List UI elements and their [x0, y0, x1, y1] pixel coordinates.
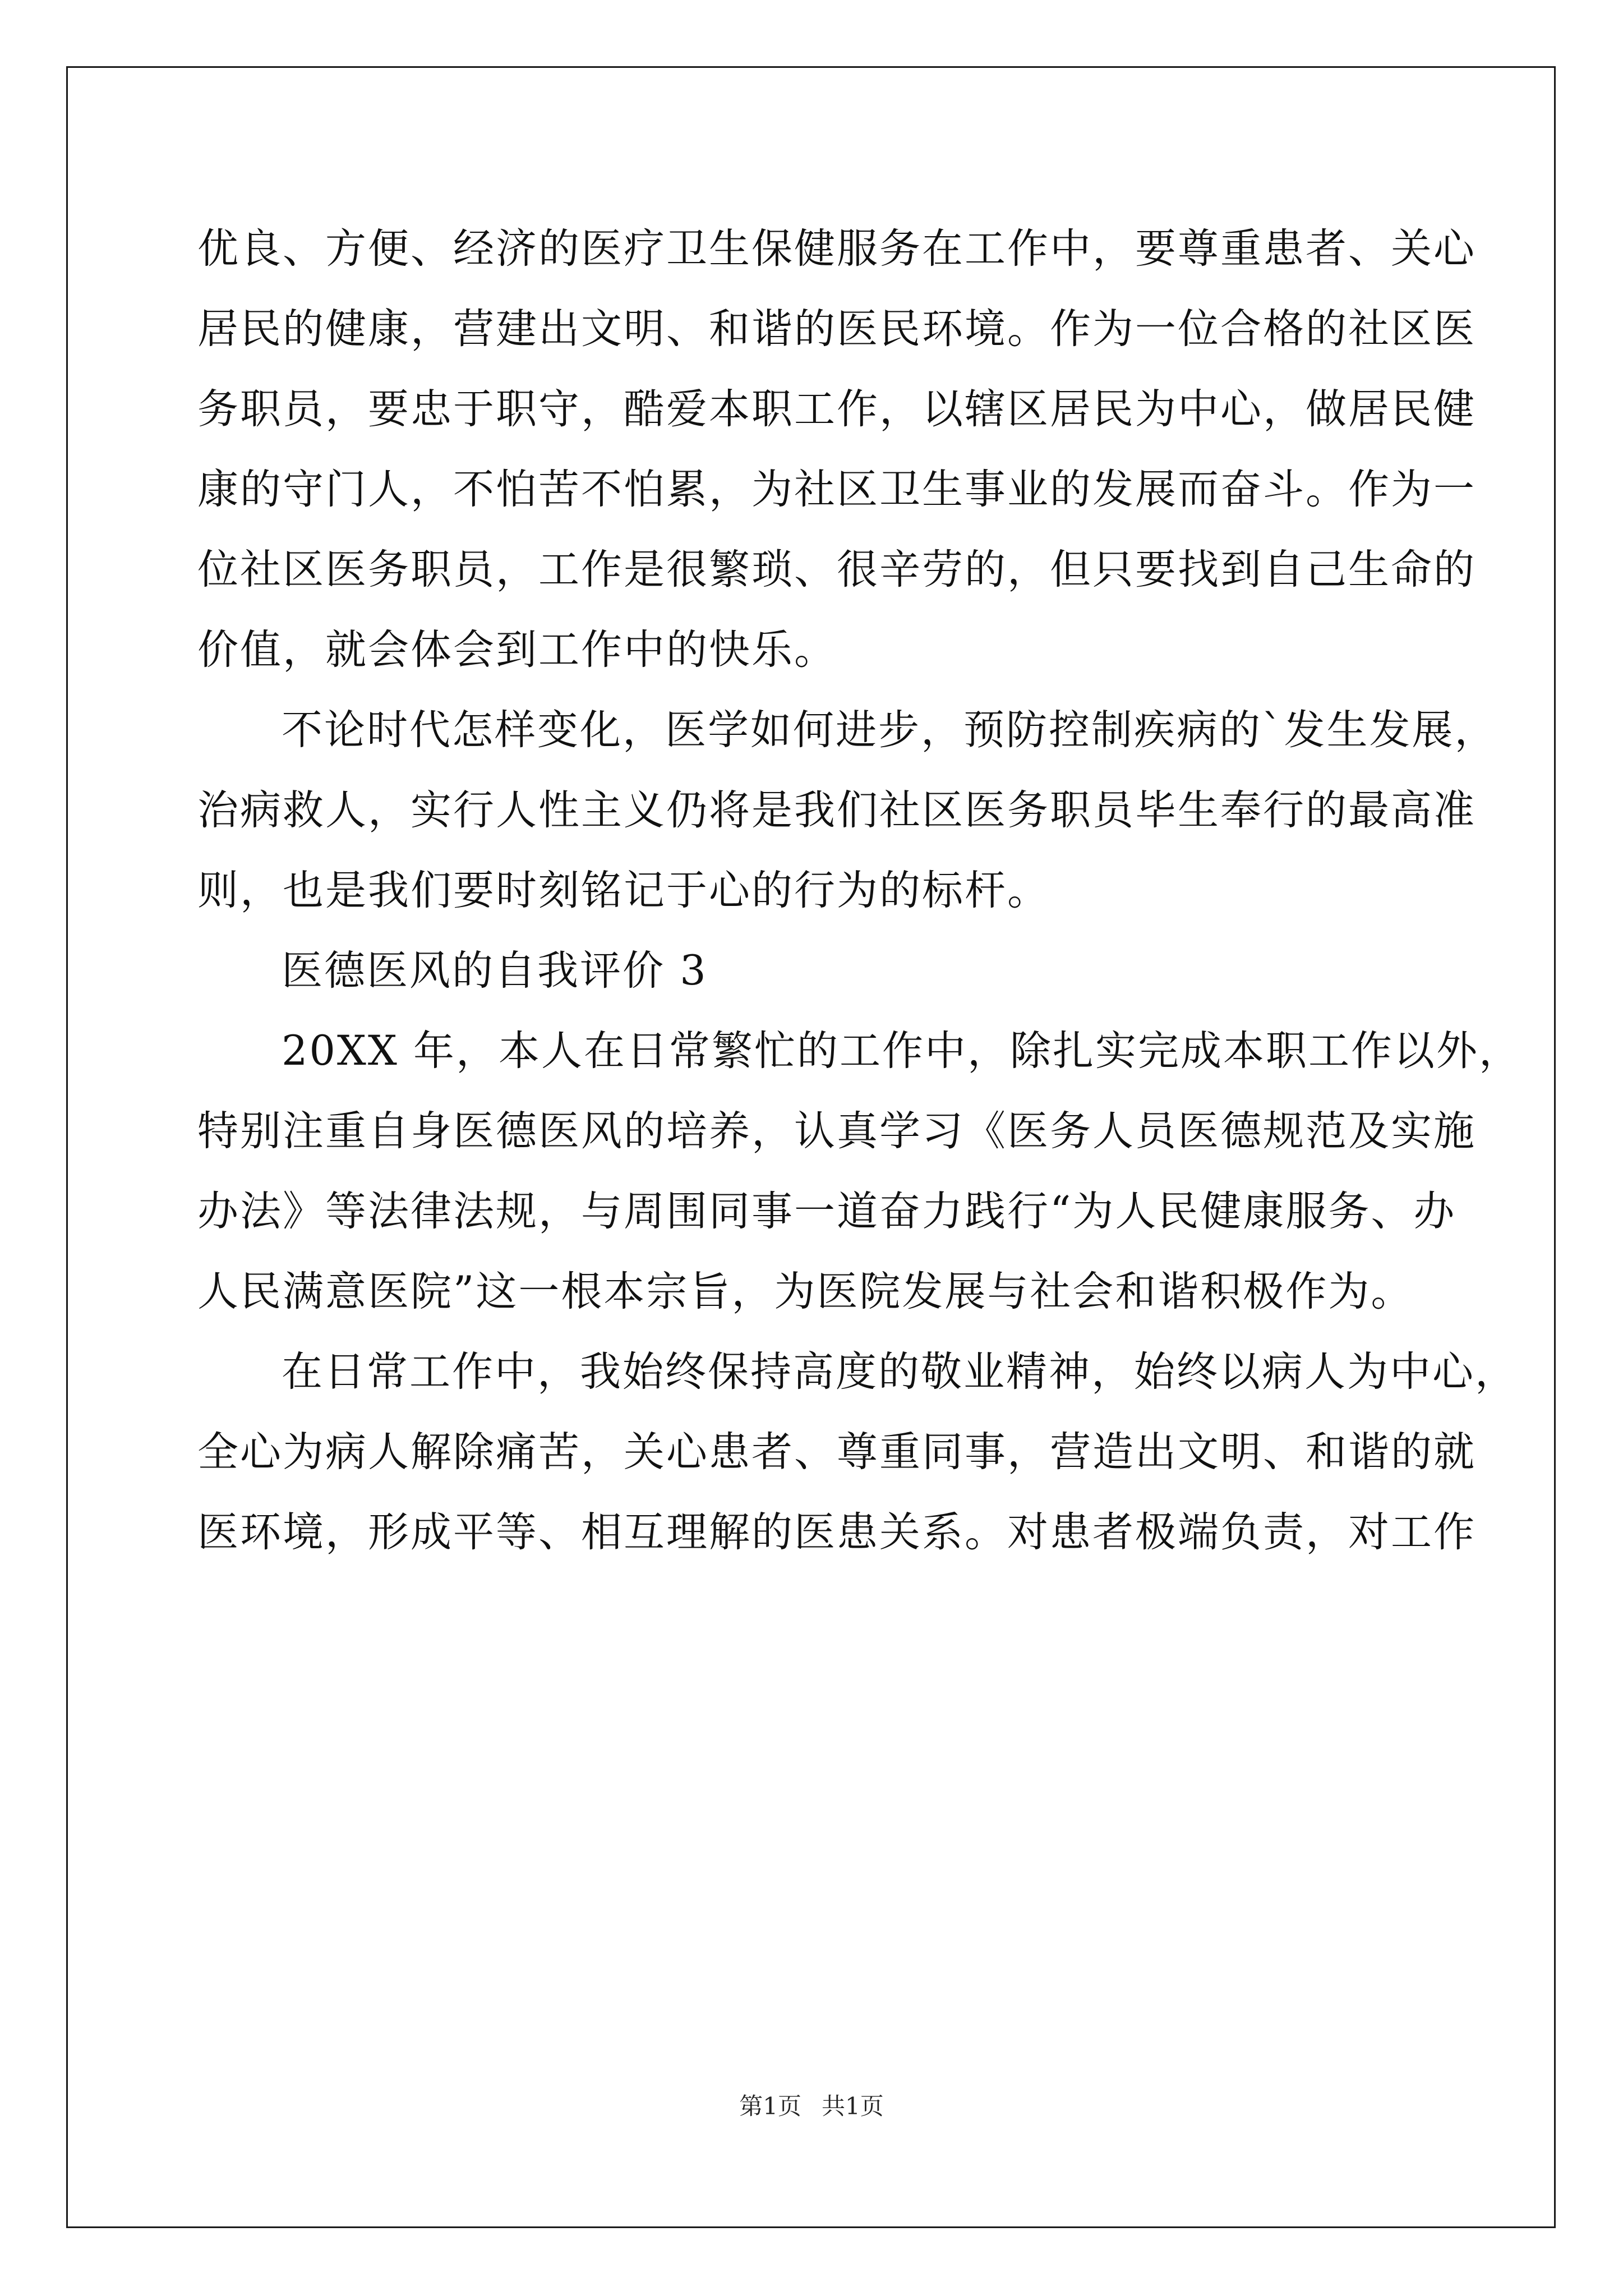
text-line: 人民满意医院”这一根本宗旨，为医院发展与社会和谐积极作为。 [197, 1268, 1414, 1315]
text-line: 特别注重自身医德医风的培养，认真学习《医务人员医德规范及实施 [197, 1107, 1476, 1155]
page-footer [0, 2090, 1623, 2123]
text-line: 则，也是我们要时刻铭记于心的行为的标杆。 [197, 867, 1050, 914]
paragraph-start-line: 在日常工作中，我始终保持高度的敬业精神，始终以病人为中心， [282, 1348, 1518, 1396]
text-line: 务职员，要忠于职守，酷爱本职工作，以辖区居民为中心，做居民健 [197, 385, 1476, 433]
text-line: 康的守门人，不怕苦不怕累，为社区卫生事业的发展而奋斗。作为一 [197, 466, 1476, 513]
text-line: 办法》等法律法规，与周围同事一道奋力践行“为人民健康服务、办 [197, 1188, 1456, 1235]
text-line: 价值，就会体会到工作中的快乐。 [197, 626, 837, 674]
section-heading: 医德医风的自我评价 3 [282, 947, 708, 995]
text-line: 全心为病人解除痛苦，关心患者、尊重同事，营造出文明、和谐的就 [197, 1428, 1476, 1476]
text-line: 位社区医务职员，工作是很繁琐、很辛劳的，但只要找到自己生命的 [197, 546, 1476, 593]
text-line: 治病救人，实行人性主义仍将是我们社区医务职员毕生奉行的最高准 [197, 786, 1476, 834]
document-body [197, 209, 1522, 1572]
page-number-current: 第1页 [739, 2092, 801, 2120]
text-line: 医环境，形成平等、相互理解的医患关系。对患者极端负责，对工作 [197, 1508, 1476, 1556]
paragraph-start-line: 不论时代怎样变化，医学如何进步，预防控制疾病的`发生发展， [282, 706, 1497, 754]
paragraph-start-line: 20XX 年，本人在日常繁忙的工作中，除扎实完成本职工作以外， [282, 1027, 1522, 1075]
page-number-total: 共1页 [822, 2092, 884, 2120]
text-line: 居民的健康，营建出文明、和谐的医民环境。作为一位合格的社区医 [197, 305, 1476, 353]
text-line: 优良、方便、经济的医疗卫生保健服务在工作中，要尊重患者、关心 [197, 225, 1476, 273]
